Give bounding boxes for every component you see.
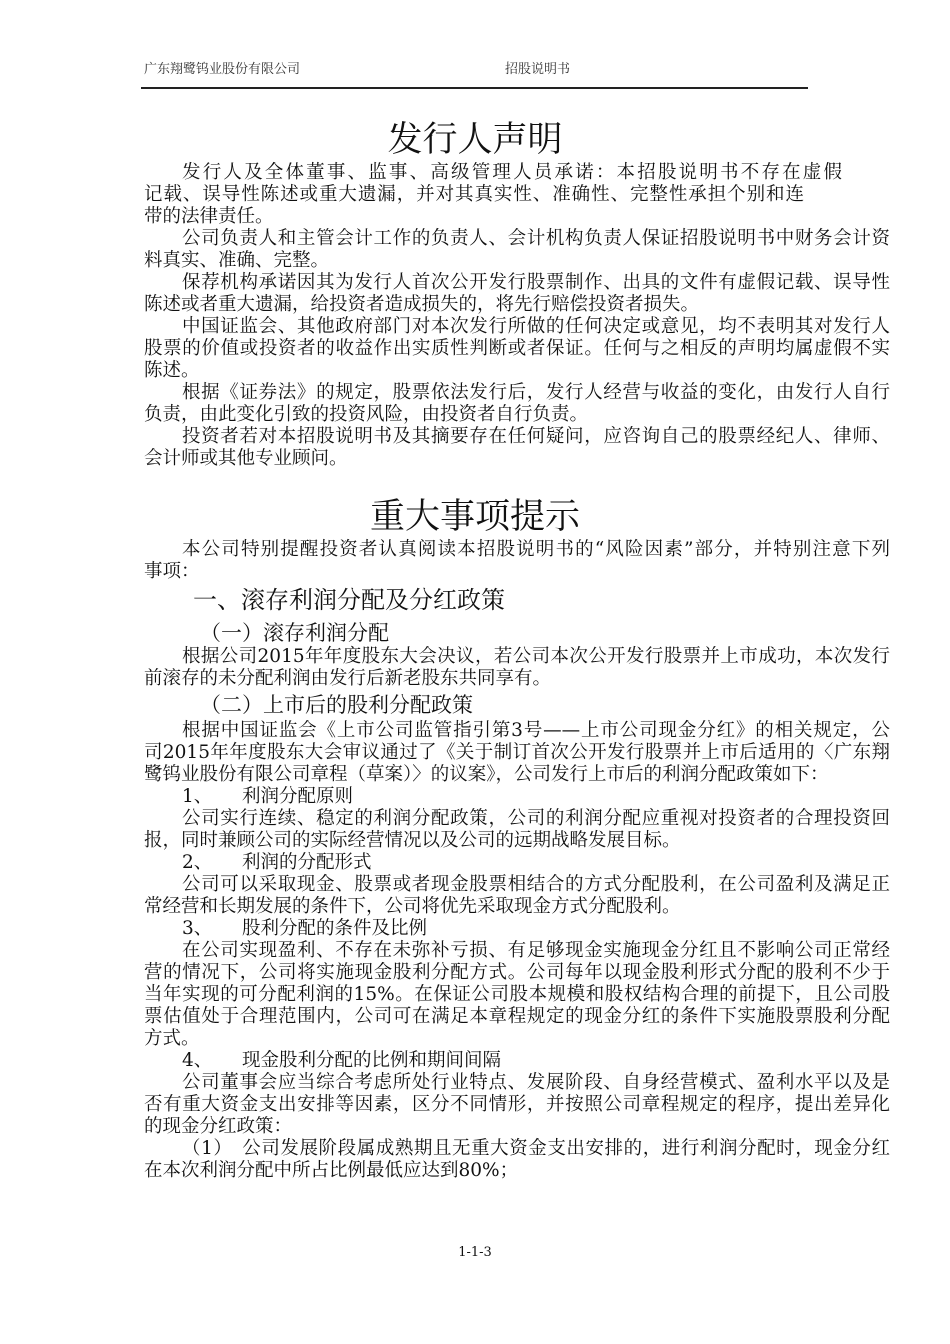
list-item-number: 2、 (182, 852, 213, 873)
heading-retained-profit: （一）滚存利润分配 (200, 621, 389, 645)
paragraph-line: 票估值处于合理范围内，公司可在满足本章程规定的现金分红的条件下实施股票股利分配 (144, 1006, 890, 1027)
header-divider (141, 87, 808, 89)
paragraph-line: 的现金分红政策： (144, 1116, 293, 1137)
paragraph-line: 记载、误导性陈述或重大遗漏，并对其真实性、准确性、完整性承担个别和连 (144, 184, 804, 205)
paragraph-line: 根据《证券法》的规定，股票依法发行后，发行人经营与收益的变化，由发行人自行 (182, 382, 890, 403)
paragraph-line: 司2015年年度股东大会审议通过了《关于制订首次公开发行股票并上市后适用的〈广东翔 (144, 742, 890, 763)
paragraph-line: 本公司特别提醒投资者认真阅读本招股说明书的“风险因素”部分，并特别注意下列 (182, 539, 890, 560)
list-item-label: 利润分配原则 (242, 786, 354, 807)
dividend-policy-body (144, 720, 890, 1182)
list-item-number: 1、 (182, 786, 213, 807)
list-item-number: 3、 (182, 918, 213, 939)
paragraph-line: 在本次利润分配中所占比例最低应达到80%； (144, 1160, 519, 1181)
paragraph-line: 报，同时兼顾公司的实际经营情况以及公司的远期战略发展目标。 (144, 830, 681, 851)
paragraph-line: 营的情况下，公司将实施现金股利分配方式。公司每年以现金股利形式分配的股利不少于 (144, 962, 890, 983)
heading-dividend-policy: （二）上市后的股利分配政策 (200, 693, 473, 717)
page-number: 1-1-3 (458, 1245, 492, 1260)
paragraph-line: 方式。 (144, 1028, 200, 1049)
paragraph-line: 事项： (144, 561, 200, 582)
paragraph-line: 在公司实现盈利、不存在未弥补亏损、有足够现金实施现金分红且不影响公司正常经 (182, 940, 890, 961)
paragraph-line: 当年实现的可分配利润的15%。在保证公司股本规模和股权结构合理的前提下，且公司股 (144, 984, 890, 1005)
paragraph-line: 投资者若对本招股说明书及其摘要存在任何疑问，应咨询自己的股票经纪人、律师、 (182, 426, 890, 447)
paragraph-line: 公司可以采取现金、股票或者现金股票相结合的方式分配股利，在公司盈利及满足正 (182, 874, 890, 895)
list-item-label: 利润的分配形式 (242, 852, 372, 873)
paragraph-line: 料真实、准确、完整。 (144, 250, 330, 271)
list-item-heading (144, 1050, 890, 1072)
paragraph-line: 带的法律责任。 (144, 206, 274, 227)
major-matters-title: 重大事项提示 (369, 497, 580, 537)
list-item-number: 4、 (182, 1050, 213, 1071)
paragraph-line: 鹭钨业股份有限公司章程（草案）〉的议案》，公司发行上市后的利润分配政策如下： (144, 764, 829, 785)
paragraph-line: 陈述或者重大遗漏，给投资者造成损失的，将先行赔偿投资者损失。 (144, 294, 700, 315)
header-doc-title: 招股说明书 (505, 62, 571, 77)
paragraph-line: 公司董事会应当综合考虑所处行业特点、发展阶段、自身经营模式、盈利水平以及是 (182, 1072, 890, 1093)
list-item-label: 股利分配的条件及比例 (242, 918, 428, 939)
issuer-statement-body (144, 162, 890, 470)
paragraph-line: 根据中国证监会《上市公司监管指引第3号——上市公司现金分红》的相关规定，公 (182, 720, 890, 741)
paragraph-line: 中国证监会、其他政府部门对本次发行所做的任何决定或意见，均不表明其对发行人 (182, 316, 890, 337)
paragraph-line: 公司负责人和主管会计工作的负责人、会计机构负责人保证招股说明书中财务会计资 (182, 228, 890, 249)
paragraph-line: 发行人及全体董事、监事、高级管理人员承诺：本招股说明书不存在虚假 (182, 162, 842, 183)
paragraph-line: 否有重大资金支出安排等因素，区分不同情形，并按照公司章程规定的程序，提出差异化 (144, 1094, 890, 1115)
list-item-heading (144, 852, 890, 874)
issuer-statement-title: 发行人声明 (387, 120, 563, 160)
heading-profit-distribution-policy: 一、滚存利润分配及分红政策 (193, 586, 505, 614)
paragraph-line: （1） 公司发展阶段属成熟期且无重大资金支出安排的，进行利润分配时，现金分红 (182, 1138, 890, 1159)
paragraph-line: 陈述。 (144, 360, 200, 381)
paragraph-line: 前滚存的未分配利润由发行后新老股东共同享有。 (144, 668, 552, 689)
paragraph-line: 会计师或其他专业顾问。 (144, 448, 348, 469)
retained-profit-body (144, 646, 890, 690)
paragraph-line: 公司实行连续、稳定的利润分配政策，公司的利润分配应重视对投资者的合理投资回 (182, 808, 890, 829)
list-item-heading (144, 786, 890, 808)
paragraph-line: 股票的价值或投资者的收益作出实质性判断或者保证。任何与之相反的声明均属虚假不实 (144, 338, 890, 359)
list-item-heading (144, 918, 890, 940)
header-company: 广东翔鹭钨业股份有限公司 (144, 62, 301, 77)
paragraph-line: 根据公司2015年年度股东大会决议，若公司本次公开发行股票并上市成功，本次发行 (182, 646, 890, 667)
list-item-label: 现金股利分配的比例和期间间隔 (242, 1050, 502, 1071)
major-matters-intro (144, 539, 890, 583)
paragraph-line: 负责，由此变化引致的投资风险，由投资者自行负责。 (144, 404, 589, 425)
paragraph-line: 常经营和长期发展的条件下，公司将优先采取现金方式分配股利。 (144, 896, 681, 917)
paragraph-line: 保荐机构承诺因其为发行人首次公开发行股票制作、出具的文件有虚假记载、误导性 (182, 272, 890, 293)
